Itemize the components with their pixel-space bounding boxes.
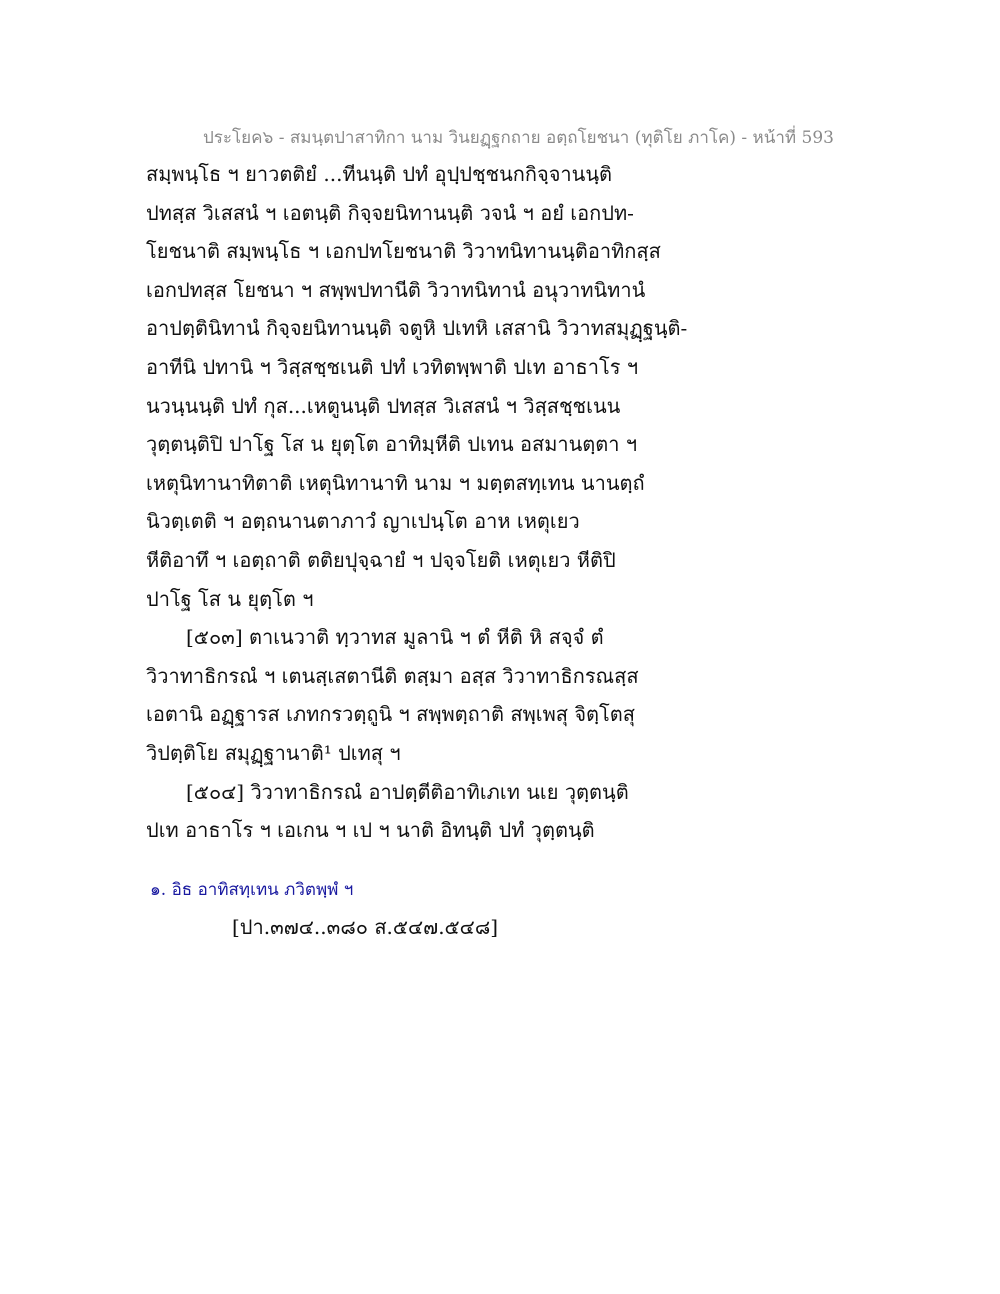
text-line: อาทีนิ ปทานิ ฯ วิสฺสชฺชเนติ ปทํ เวทิตพฺพาติ ปเท อาธาโร ฯ xyxy=(146,354,639,379)
text-line: วุตฺตนฺติปิ ปาโฐ โส น ยุตฺโต อาทิมฺหีติ ปเทน อสมานตฺตา ฯ xyxy=(146,432,638,457)
text-line: อาปตฺตินิทานํ กิจฺจยนิทานนฺติ จตูหิ ปเทหิ เสสานิ วิวาทสมุฏฺฐนฺติ- xyxy=(146,316,688,341)
text-line: หีติอาทึ ฯ เอตฺถาติ ตติยปุจฺฉายํ ฯ ปจฺจโยติ เหตุเยว หีติปิ xyxy=(146,547,616,572)
text-line: นิวตฺเตติ ฯ อตฺถนานตาภาวํ ญาเปนฺโต อาห เหตุเยว xyxy=(146,509,580,534)
text-line: โยชนาติ สมฺพนฺโธ ฯ เอกปทโยชนาติ วิวาทนิทานนฺติอาทิกสฺส xyxy=(146,239,661,264)
text-line: เหตุนิทานาทิตาติ เหตุนิทานาทิ นาม ฯ มตฺตสทฺเทน นานตฺถํ xyxy=(146,470,645,495)
paragraph-start-line: [๕๐๔] วิวาทาธิกรณํ อาปตฺตีติอาทิเภเท นเย วุตฺตนฺติ xyxy=(186,779,629,804)
text-line: วิปตฺติโย สมุฏฺฐานาติ¹ ปเทสุ ฯ xyxy=(146,740,401,765)
page-reference: [ปา.๓๗๔..๓๘๐ ส.๕๔๗.๕๔๘] xyxy=(232,915,499,939)
text-line: ปาโฐ โส น ยุตฺโต ฯ xyxy=(146,586,314,611)
text-line: นวนฺนนฺติ ปทํ กุส...เหตูนนฺติ ปทสฺส วิเสสนํ ฯ วิสฺสชฺชเนน xyxy=(146,393,621,418)
text-line: วิวาทาธิกรณํ ฯ เตนสฺเสตานีติ ตสฺมา อสฺส วิวาทาธิกรณสฺส xyxy=(146,663,639,688)
text-line: ปเท อาธาโร ฯ เอเกน ฯ เป ฯ นาติ อิทนฺติ ปทํ วุตฺตนฺติ xyxy=(146,818,595,843)
running-header: ประโยค๖ - สมนฺตปาสาทิกา นาม วินยฏฺฐกถาย อตฺถโยชนา (ทุติโย ภาโค) - หน้าที่ 593 xyxy=(203,128,834,148)
text-line: สมฺพนฺโธ ฯ ยาวตติยํ ...ทีนนฺติ ปทํ อุปฺปชฺชนกกิจฺจานนฺติ xyxy=(146,162,612,186)
footnote: ๑. อิธ อาทิสทฺเทน ภวิตพฺพํ ฯ xyxy=(150,880,354,900)
text-line: เอตานิ อฏฺฐารส เภทกรวตฺถูนิ ฯ สพฺพตฺถาติ สพฺเพสุ จิตฺโตสุ xyxy=(146,702,635,727)
body-text xyxy=(146,158,866,853)
text-line: ปทสฺส วิเสสนํ ฯ เอตนฺติ กิจฺจยนิทานนฺติ วจนํ ฯ อยํ เอกปท- xyxy=(146,200,634,225)
text-line: เอกปทสฺส โยชนา ฯ สพฺพปทานีติ วิวาทนิทานํ อนุวาทนิทานํ xyxy=(146,277,646,302)
paragraph-start-line: [๕๐๓] ตาเนวาติ ทฺวาทส มูลานิ ฯ ตํ หีติ หิ สจฺจํ ตํ xyxy=(186,625,604,650)
